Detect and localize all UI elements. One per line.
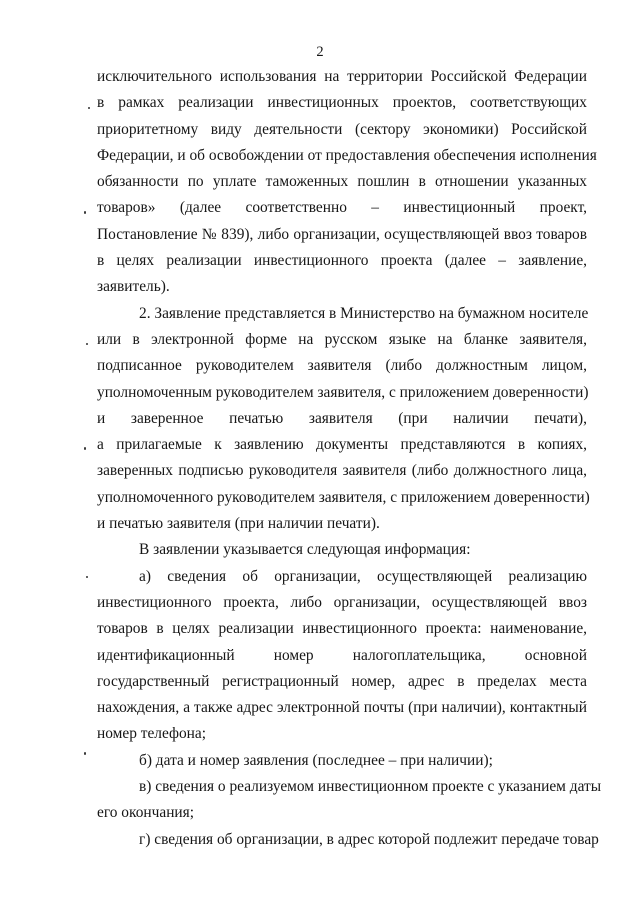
text-line: инвестиционного проекта, либо организации, осуществляющей ввоз <box>97 593 587 611</box>
text-line: заверенных подписью руководителя заявителя (либо должностного лица, <box>97 462 587 480</box>
text-line: его окончания; <box>97 804 195 822</box>
text-line: товаров в целях реализации инвестиционного проекта: наименование, <box>97 620 587 638</box>
text-line: номер телефона; <box>97 725 207 743</box>
text-line: а прилагаемые к заявлению документы представляются в копиях, <box>97 436 587 454</box>
scan-speck <box>84 211 86 214</box>
text-line: нахождения, а также адрес электронной почты (при наличии), контактный <box>97 699 587 717</box>
text-line: приоритетному виду деятельности (сектору экономики) Российской <box>97 120 587 138</box>
text-line: в) сведения о реализуемом инвестиционном проекте с указанием даты <box>139 778 602 796</box>
text-line: товаров» (далее соответственно – инвестиционный проект, <box>97 199 587 217</box>
text-line: и печатью заявителя (при наличии печати). <box>97 515 380 533</box>
scan-speck <box>84 447 86 450</box>
text-line: обязанности по уплате таможенных пошлин в отношении указанных <box>97 173 587 191</box>
text-line: В заявлении указывается следующая информация: <box>139 541 471 559</box>
text-line: уполномоченного руководителем заявителя, с приложением доверенности) <box>97 488 590 506</box>
text-line: уполномоченным руководителем заявителя, с приложением доверенности) <box>97 383 589 401</box>
text-line: а) сведения об организации, осуществляющей реализацию <box>139 567 587 585</box>
text-line: подписанное руководителем заявителя (либо должностным лицом, <box>97 357 587 375</box>
text-line: государственный регистрационный номер, адрес в пределах места <box>97 672 587 690</box>
text-line: 2. Заявление представляется в Министерство на бумажном носителе <box>139 304 589 322</box>
text-line: исключительного использования на территории Российской Федерации <box>97 68 587 85</box>
text-line: и заверенное печатью заявителя (при наличии печати), <box>97 409 587 427</box>
text-line: в целях реализации инвестиционного проекта (далее – заявление, <box>97 252 587 270</box>
scan-speck <box>86 576 88 578</box>
text-line: б) дата и номер заявления (последнее – при наличии); <box>139 751 493 769</box>
scan-speck <box>88 107 90 109</box>
page-number: 2 <box>316 44 324 60</box>
scan-speck <box>86 343 88 345</box>
text-line: Федерации, и об освобождении от предоставления обеспечения исполнения <box>97 146 597 164</box>
text-line: Постановление № 839), либо организации, осуществляющей ввоз товаров <box>97 225 587 243</box>
scan-speck <box>84 752 86 755</box>
text-line: заявитель). <box>97 278 170 296</box>
document-body <box>97 64 602 853</box>
text-line: г) сведения об организации, в адрес которой подлежит передаче товар <box>139 830 599 848</box>
text-line: идентификационный номер налогоплательщика, основной <box>97 646 587 664</box>
text-line: или в электронной форме на русском языке на бланке заявителя, <box>97 330 587 348</box>
text-line: в рамках реализации инвестиционных проектов, соответствующих <box>97 94 587 112</box>
